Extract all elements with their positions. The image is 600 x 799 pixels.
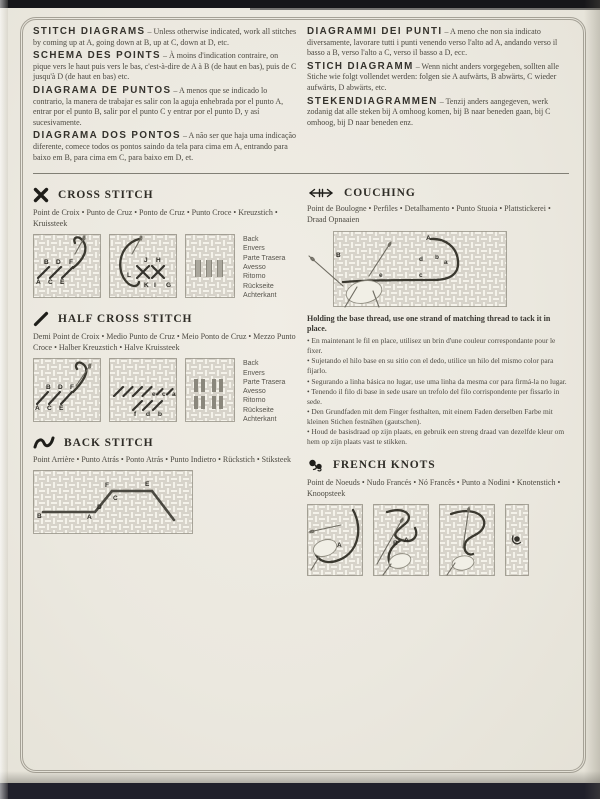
intro-paragraph: [307, 27, 571, 59]
diagram-letter: A: [87, 514, 92, 522]
intro-body: – À moins d'indication contraire, on pique vers le haut puis vers le bas, c'est-à-dire de A à B (de haut en bas), puis de C jusqu'à D (de haut en bas) etc.: [33, 51, 297, 82]
couching-subtitle: Point de Boulogne • Perfiles • Detalhamento • Punto Stuoia • Plattstickerei • Draad Opnaaien: [307, 204, 551, 225]
back-label: Rückseite: [243, 282, 274, 290]
intro-heading: SCHEMA DES POINTS: [33, 50, 161, 62]
intro-paragraph: [307, 97, 571, 129]
intro-heading: DIAGRAMMI DEI PUNTI: [307, 26, 443, 37]
section-title: HALF CROSS STITCH: [58, 313, 193, 326]
intro-paragraph: [307, 62, 571, 94]
diagram-letter: B: [46, 384, 51, 392]
half-cross-stitch-icon: [33, 311, 49, 327]
half-cross-stitch-subtitle: Demi Point de Croix • Medio Punto de Cruz • Meio Ponto de Cruz • Mezzo Punto Croce • Halber Kreuzstich • Halve Kruissteek: [33, 332, 296, 353]
diagram-letter: B: [336, 252, 341, 260]
diagram-letter: A: [404, 536, 409, 544]
half-cross-stitch-header: [33, 311, 297, 327]
intro-body: – A não ser que haja uma indicação diferente, comece todos os pontos saindo da tela para cima em A, entrando para baixo em B, para cima em C, para baixo em D, et.: [33, 131, 297, 162]
diagram-letter: D: [58, 384, 63, 392]
french-knot-diagram-step1: [307, 504, 363, 576]
intro-body: – A meno che non sia indicato diversamente, lavorare tutti i punti venendo verso l'alto ad A, andando verso il basso a B, verso l'alto a C, verso il basso a D, ecc.: [307, 27, 558, 58]
couching-bullet: • Den Grundfaden mit dem Finger festhalten, mit einem Faden derselben Farbe mit kleinen Stichen festnähen (gautschen).: [307, 407, 553, 426]
section-couching: [307, 187, 571, 447]
diagram-letter: a: [444, 259, 448, 267]
diagram-letter: b: [158, 411, 162, 419]
french-knots-header: [307, 458, 571, 473]
intro-heading: DIAGRAMA DOS PONTOS: [33, 130, 181, 142]
back-label: Avesso: [243, 388, 266, 396]
diagram-letter: E: [59, 405, 64, 413]
couching-note: Holding the base thread, use one strand of matching thread to tack it in place.: [307, 314, 551, 334]
intro-body: – Wenn nicht anders vorgegeben, sollten alle Stiche wie folgt vollendet werden: folgen sie A aufwärts, B abwärts, C wieder aufwärts, D abwärts, etc.: [307, 61, 559, 92]
cross-stitch-header: [33, 187, 297, 203]
diagram-letter: H: [156, 257, 161, 265]
cross-stitch-diagram-back-view: [185, 234, 235, 298]
diagram-letter: K: [144, 282, 149, 290]
intro-heading: STICH DIAGRAMM: [307, 60, 414, 72]
half-cross-stitch-diagram-back-view: [185, 358, 235, 422]
back-label: Rückseite: [243, 406, 274, 414]
intro-heading: STEKENDIAGRAMMEN: [307, 95, 438, 107]
couching-icon: [307, 187, 335, 199]
section-title: CROSS STITCH: [58, 189, 154, 202]
back-label: Avesso: [243, 264, 266, 272]
back-label: Achterkant: [243, 415, 277, 423]
intro-paragraph: [33, 131, 297, 163]
diagram-letter: L: [127, 272, 131, 280]
back-view-labels: [243, 358, 285, 424]
french-knots-subtitle: Point de Noeuds • Nudo Francés • Nó Francês • Punto a Nodini • Knotenstich • Knoopsteek: [307, 477, 561, 498]
diagram-letter: C: [113, 495, 118, 503]
back-label: Parte Trasera: [243, 254, 286, 262]
diagram-letter: a: [172, 391, 176, 399]
intro-paragraphs: [33, 27, 571, 166]
back-label: Envers: [243, 245, 265, 253]
back-stitch-diagram: [33, 470, 193, 534]
back-label: Ritorno: [243, 397, 266, 405]
diagram-letter: c: [419, 272, 423, 280]
diagram-letter: e: [379, 272, 383, 280]
cross-stitch-icon: [33, 187, 49, 203]
half-cross-stitch-diagrams: [33, 358, 297, 424]
sections-column-right: [307, 185, 571, 587]
back-stitch-header: [33, 435, 297, 450]
diagram-letter: C: [47, 405, 52, 413]
section-half-cross-stitch: [33, 311, 297, 424]
diagram-letter: B: [44, 259, 49, 267]
french-knot-diagram-step3: [439, 504, 495, 576]
scan-edge-bottom: [0, 783, 600, 799]
back-label: Ritorno: [243, 273, 266, 281]
diagram-letter: D: [97, 504, 102, 512]
cross-stitch-diagram-step2: [109, 234, 177, 298]
couching-bullet-list: [307, 336, 571, 447]
intro-heading: STITCH DIAGRAMS: [33, 26, 146, 37]
cross-stitch-diagram-step1: [33, 234, 101, 298]
intro-column-left: [33, 27, 297, 166]
section-french-knots: [307, 458, 571, 576]
diagram-letter: F: [69, 259, 73, 267]
section-back-stitch: [33, 435, 297, 534]
scan-edge-left: [0, 0, 8, 799]
couching-bullet: • Tenendo il filo di base in sede usare un trefolo del filo corrispondente per fissarlo in sede.: [307, 387, 560, 406]
scan-edge-bottom-shadow: [0, 771, 600, 783]
diagram-letter: G: [166, 282, 172, 290]
half-cross-stitch-diagram-step2: [109, 358, 177, 422]
back-stitch-icon: [33, 435, 55, 450]
intro-body: – A menos que se indicado lo contrario, la manera de trabajar es salir con la aguja enhebrada por el punto A, entrar por el punto B, salir por el punto C y entrar por el punto D, y así sucesivamente.: [33, 85, 284, 127]
diagram-letter: B: [37, 513, 42, 521]
diagram-letter: I: [154, 282, 156, 290]
diagram-letter: f: [134, 411, 137, 419]
back-view-labels: [243, 234, 285, 300]
section-title: BACK STITCH: [64, 436, 154, 449]
intro-paragraph: [33, 86, 297, 128]
section-cross-stitch: [33, 187, 297, 300]
diagram-letter: A: [426, 235, 431, 243]
couching-bullet: • En maintenant le fil en place, utilisez un brin d'une couleur correspondante pour le fixer.: [307, 336, 556, 355]
diagram-letter: D: [56, 259, 61, 267]
french-knot-diagram-finished: [505, 504, 529, 576]
back-label: Envers: [243, 369, 265, 377]
half-cross-stitch-diagram-step1: [33, 358, 101, 422]
french-knot-diagram-step2: [373, 504, 429, 576]
intro-body: – Unless otherwise indicated, work all stitches by coming up at A, going down at B, up at C, down at D, etc.: [33, 27, 297, 47]
diagram-letter: A: [337, 541, 342, 549]
diagram-letter: b: [435, 254, 439, 262]
diagram-letter: F: [70, 384, 74, 392]
scan-edge-right: [584, 0, 600, 799]
horizontal-divider: [33, 173, 569, 174]
diagram-letter: e: [152, 391, 156, 399]
sections-column-left: [33, 185, 297, 587]
back-label: Back: [243, 360, 259, 368]
intro-column-right: [307, 27, 571, 166]
french-knots-icon: [307, 458, 324, 473]
diagram-letter: E: [145, 481, 150, 489]
couching-bullet: • Sujetando el hilo base en su sitio con el dedo, utilice un hilo del mismo color para fijarlo.: [307, 356, 554, 375]
back-label: Parte Trasera: [243, 378, 286, 386]
page-content: [33, 27, 571, 587]
diagram-letter: J: [144, 257, 148, 265]
couching-header: [307, 187, 571, 199]
diagram-letter: c: [162, 391, 166, 399]
french-knots-diagrams: [307, 504, 571, 576]
stitch-sections: [33, 185, 571, 587]
couching-bullet: • Segurando a linha básica no lugar, use uma linha da mesma cor para firmá-la no lugar.: [307, 376, 567, 386]
intro-paragraph: [33, 27, 297, 48]
diagram-letter: d: [146, 411, 150, 419]
diagram-letter: F: [105, 482, 109, 490]
back-label: Back: [243, 236, 259, 244]
intro-heading: DIAGRAMA DE PUNTOS: [33, 84, 172, 96]
section-title: FRENCH KNOTS: [333, 459, 436, 472]
diagram-letter: A: [36, 279, 41, 287]
back-stitch-subtitle: Point Arrière • Punto Atrás • Ponto Atrás • Punto Indietro • Rückstich • Stiksteek: [33, 455, 291, 465]
intro-body: – Tenzij anders aangegeven, werk zodanig dat alle steken bij A omhoog komen, bij B naar beneden gaan, bij C omhoog, bij D naar beneden enz.: [307, 96, 551, 127]
back-label: Achterkant: [243, 291, 277, 299]
section-title: COUCHING: [344, 187, 416, 200]
intro-paragraph: [33, 51, 297, 83]
couching-bullet: • Houd de basisdraad op zijn plaats, en gebruik een streng draad van dezelfde kleur om hem op zijn plaats vast te stikken.: [307, 427, 565, 447]
diagram-letter: E: [60, 279, 65, 287]
cross-stitch-subtitle: Point de Croix • Punto de Cruz • Ponto de Cruz • Punto Croce • Kreuzstich • Kruissteek: [33, 208, 278, 229]
couching-diagram: [307, 230, 509, 308]
diagram-letter: B: [393, 539, 398, 547]
diagram-letter: C: [48, 279, 53, 287]
diagram-letter: A: [35, 405, 40, 413]
scan-edge-top-shade: [250, 7, 600, 10]
diagram-letter: d: [419, 256, 423, 264]
cross-stitch-diagrams: [33, 234, 297, 300]
